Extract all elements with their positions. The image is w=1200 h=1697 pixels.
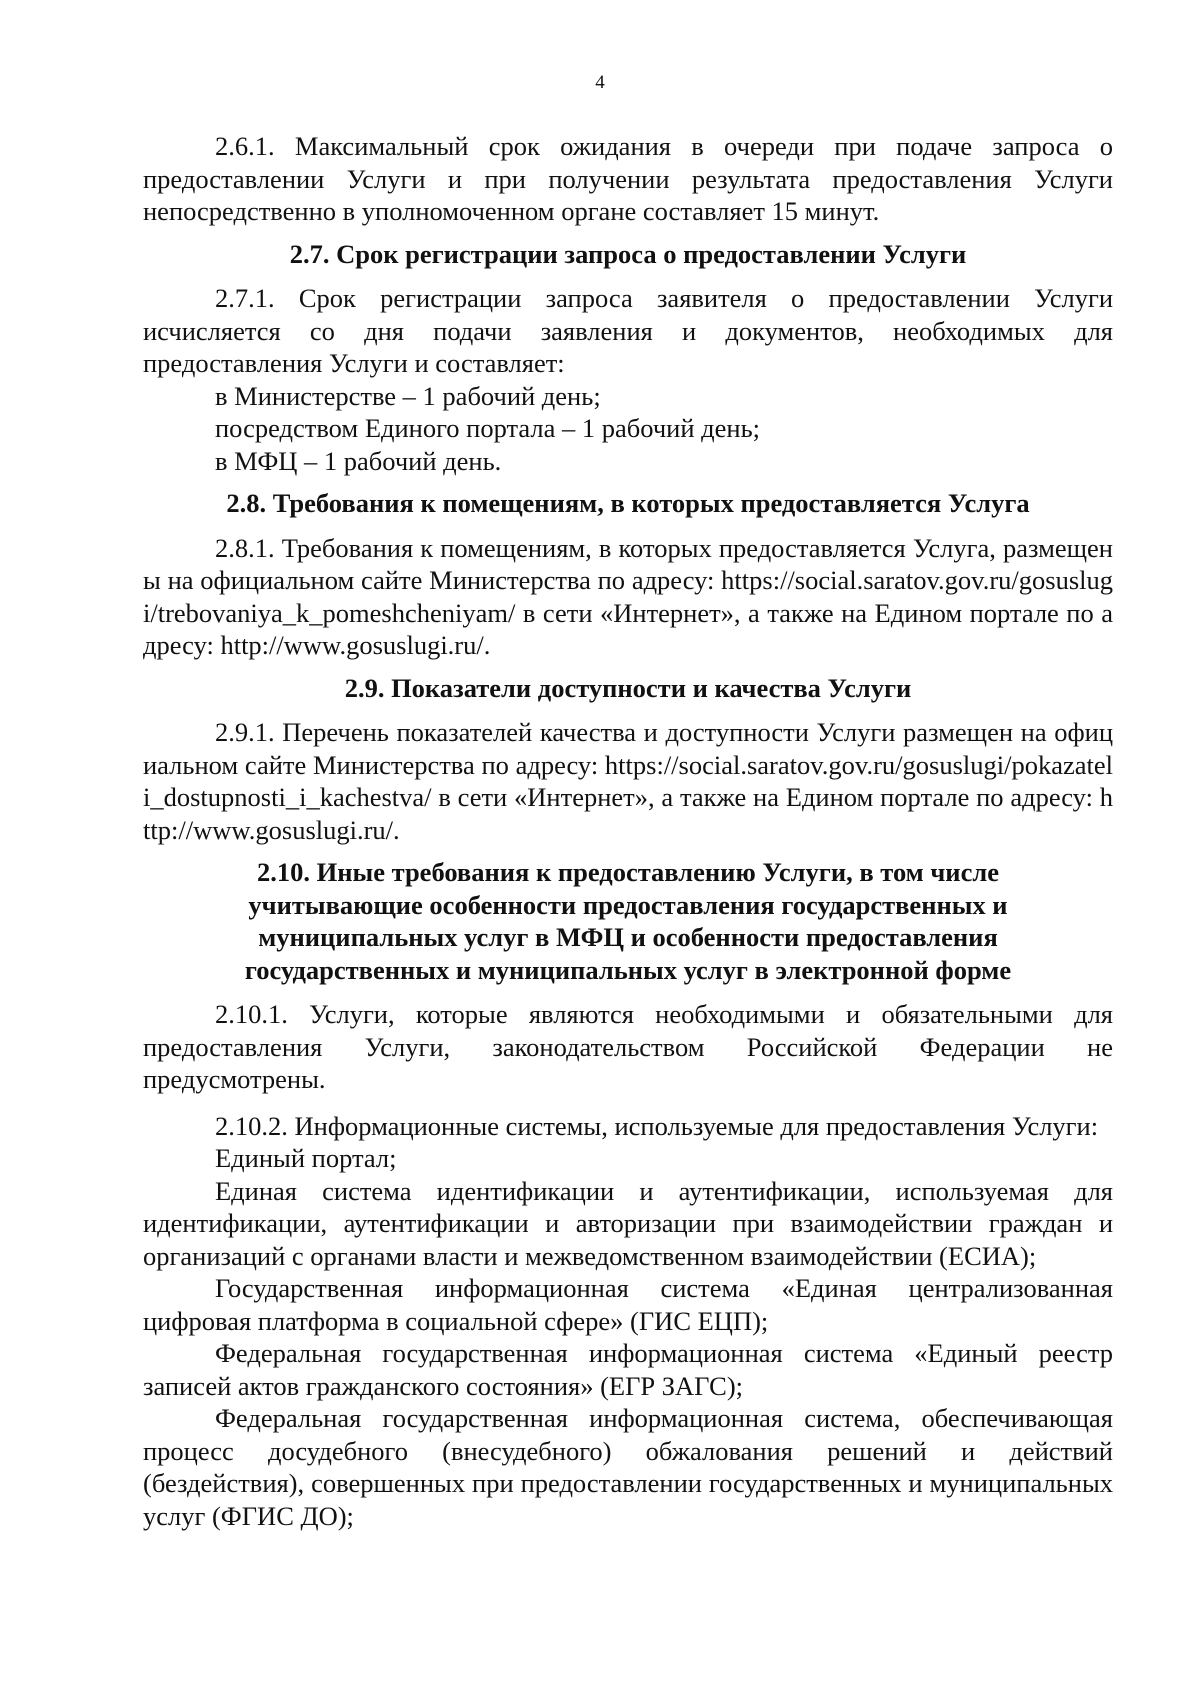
paragraph-2-7-1: 2.7.1. Срок регистрации запроса заявителя о предоставлении Услуги исчисляется со дня подачи заявления и документов, необходимых для предоставления Услуги и составляет: [143,283,1113,378]
section-heading-2-10-line-2: учитывающие особенности предоставления государственных и [248,889,1008,920]
paragraph-2-10-2: 2.10.2. Информационные системы, используемые для предоставления Услуги: [215,1110,1099,1141]
list-item-fgis-do: Федеральная государственная информационная система, обеспечивающая процесс досудебного (внесудебного) обжалования решений и действий (бездействия), совершенных при предоставлении государственных и муниципальных услуг (ФГИС ДО); [143,1403,1113,1531]
list-item-mfc: в МФЦ – 1 рабочий день. [215,445,502,476]
section-heading-2-10-line-1: 2.10. Иные требования к предоставлению Услуги, в том числе [257,857,999,887]
paragraph-2-10-1: 2.10.1. Услуги, которые являются необходимыми и обязательными для предоставления Услуги, законодательством Российской Федерации не предусмотрены. [143,999,1113,1094]
list-item-unified-portal: Единый портал; [215,1143,397,1173]
list-item-ministry: в Министерстве – 1 рабочий день; [215,380,601,411]
paragraph-2-6-1: 2.6.1. Максимальный срок ожидания в очереди при подаче запроса о предоставлении Услуги и при получении результата предоставления Услуги непосредственно в уполномоченном органе составляет 15 минут. [143,131,1113,226]
list-item-egr-zags: Федеральная государственная информационная система «Единый реестр записей актов гражданского состояния» (ЕГР ЗАГС); [143,1338,1113,1401]
list-item-gis-ecp: Государственная информационная система «Единая централизованная цифровая платформа в социальной сфере» (ГИС ЕЦП); [143,1273,1113,1336]
paragraph-2-9-1: 2.9.1. Перечень показателей качества и доступности Услуги размещен на официальном сайте Министерства по адресу: https://social.saratov.gov.ru/gosuslugi/pokazateli_dostupnosti_i_kachestva/ в сети «Интернет», а также на Едином портале по адресу: http://www.gosuslugi.ru/. [143,717,1113,845]
section-heading-2-7: 2.7. Срок регистрации запроса о предоставлении Услуги [289,238,967,269]
list-item-esia: Единая система идентификации и аутентификации, используемая для идентификации, аутентификации и авторизации при взаимодействии граждан и организаций с органами власти и межведомственном взаимодействии (ЕСИА); [143,1175,1113,1271]
section-heading-2-8: 2.8. Требования к помещениям, в которых предоставляется Услуга [226,488,1030,518]
section-heading-2-9: 2.9. Показатели доступности и качества Услуги [344,672,912,703]
section-heading-2-10 [143,856,1113,986]
page-number: 4 [595,72,605,93]
list-item-portal: посредством Единого портала – 1 рабочий день; [215,413,761,443]
section-heading-2-10-line-3: муниципальных услуг в МФЦ и особенности предоставления [258,922,998,952]
section-heading-2-10-line-4: государственных и муниципальных услуг в электронной форме [244,954,1012,985]
document-body [143,130,1113,1532]
paragraph-2-8-1: 2.8.1. Требования к помещениям, в которых предоставляется Услуга, размещены на официальном сайте Министерства по адресу: https://social.saratov.gov.ru/gosuslugi/trebovaniya_k_pomeshcheniyam/ в сети «Интернет», а также на Едином портале по адресу: http://www.gosuslugi.ru/. [143,532,1113,660]
